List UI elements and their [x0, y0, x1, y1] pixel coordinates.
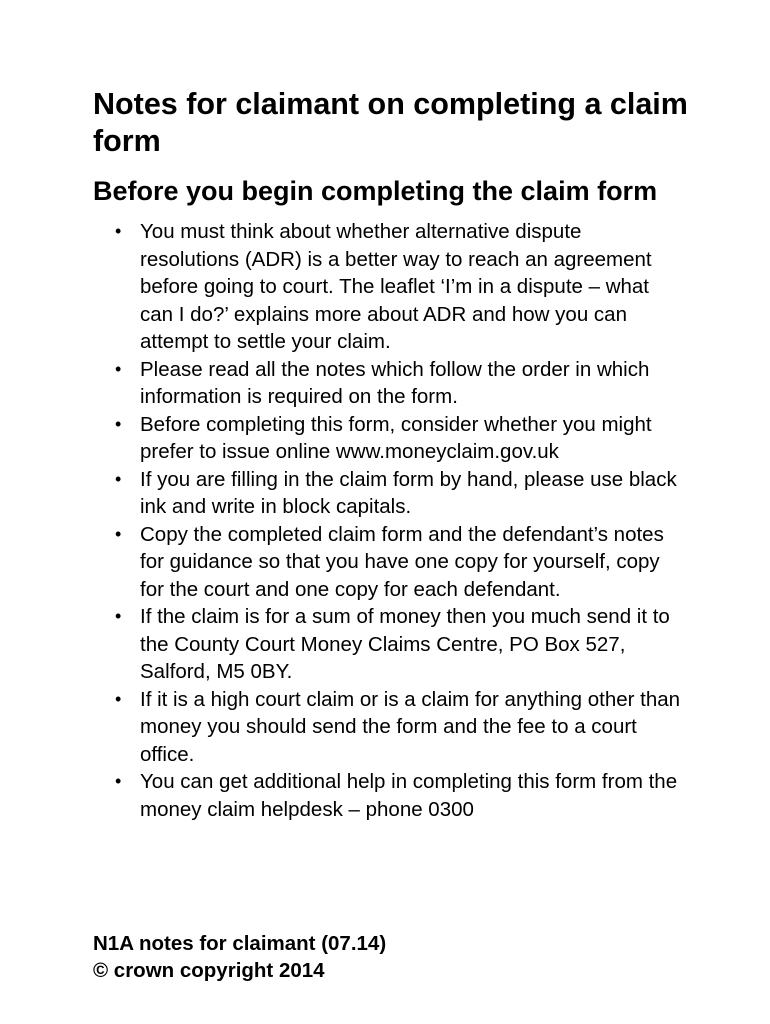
bullet-icon: • — [115, 606, 122, 626]
list-item — [93, 356, 685, 411]
section-heading: Before you begin completing the claim form — [93, 176, 658, 206]
bullet-icon: • — [115, 771, 122, 791]
list-item — [93, 218, 685, 356]
bullet-icon: • — [115, 413, 122, 434]
notes-list — [93, 218, 693, 823]
form-reference: N1A notes for claimant (07.14) — [93, 932, 387, 955]
bullet-icon: • — [115, 221, 122, 241]
list-item-text: Before completing this form, consider whether you might prefer to issue online www.moneyclaim.gov.uk — [140, 412, 652, 463]
list-item-text: You must think about whether alternative dispute resolutions (ADR) is a better way to reach an agreement before going to court. The leaflet ‘I’m in a dispute – what can I do?’ explains more about ADR and how you can attempt to settle your claim. — [140, 220, 652, 353]
bullet-icon: • — [115, 688, 122, 709]
list-item — [93, 768, 685, 823]
list-item-text: Please read all the notes which follow the order in which information is required on the form. — [140, 357, 650, 408]
list-item — [93, 466, 685, 521]
list-item-text: Copy the completed claim form and the defendant’s notes for guidance so that you have one copy for yourself, copy for the court and one copy for each defendant. — [140, 522, 664, 601]
page-footer — [93, 930, 386, 984]
copyright-notice: © crown copyright 2014 — [93, 959, 325, 982]
list-item — [93, 603, 685, 686]
list-item-text: If you are filling in the claim form by hand, please use black ink and write in block capitals. — [140, 467, 677, 518]
bullet-icon: • — [115, 468, 122, 489]
list-item — [93, 521, 685, 604]
bullet-icon: • — [115, 523, 122, 544]
list-item-text: You can get additional help in completing this form from the money claim helpdesk – phone 0300 — [140, 770, 678, 821]
document-page — [93, 86, 693, 823]
list-item — [93, 411, 685, 466]
list-item — [93, 686, 685, 769]
list-item-text: If the claim is for a sum of money then you much send it to the County Court Money Claims Centre, PO Box 527, Salford, M5 0BY. — [140, 605, 670, 683]
bullet-icon: • — [115, 358, 122, 379]
list-item-text: If it is a high court claim or is a claim for anything other than money you should send the form and the fee to a court office. — [140, 687, 681, 766]
page-title: Notes for claimant on completing a claim form — [93, 87, 688, 158]
